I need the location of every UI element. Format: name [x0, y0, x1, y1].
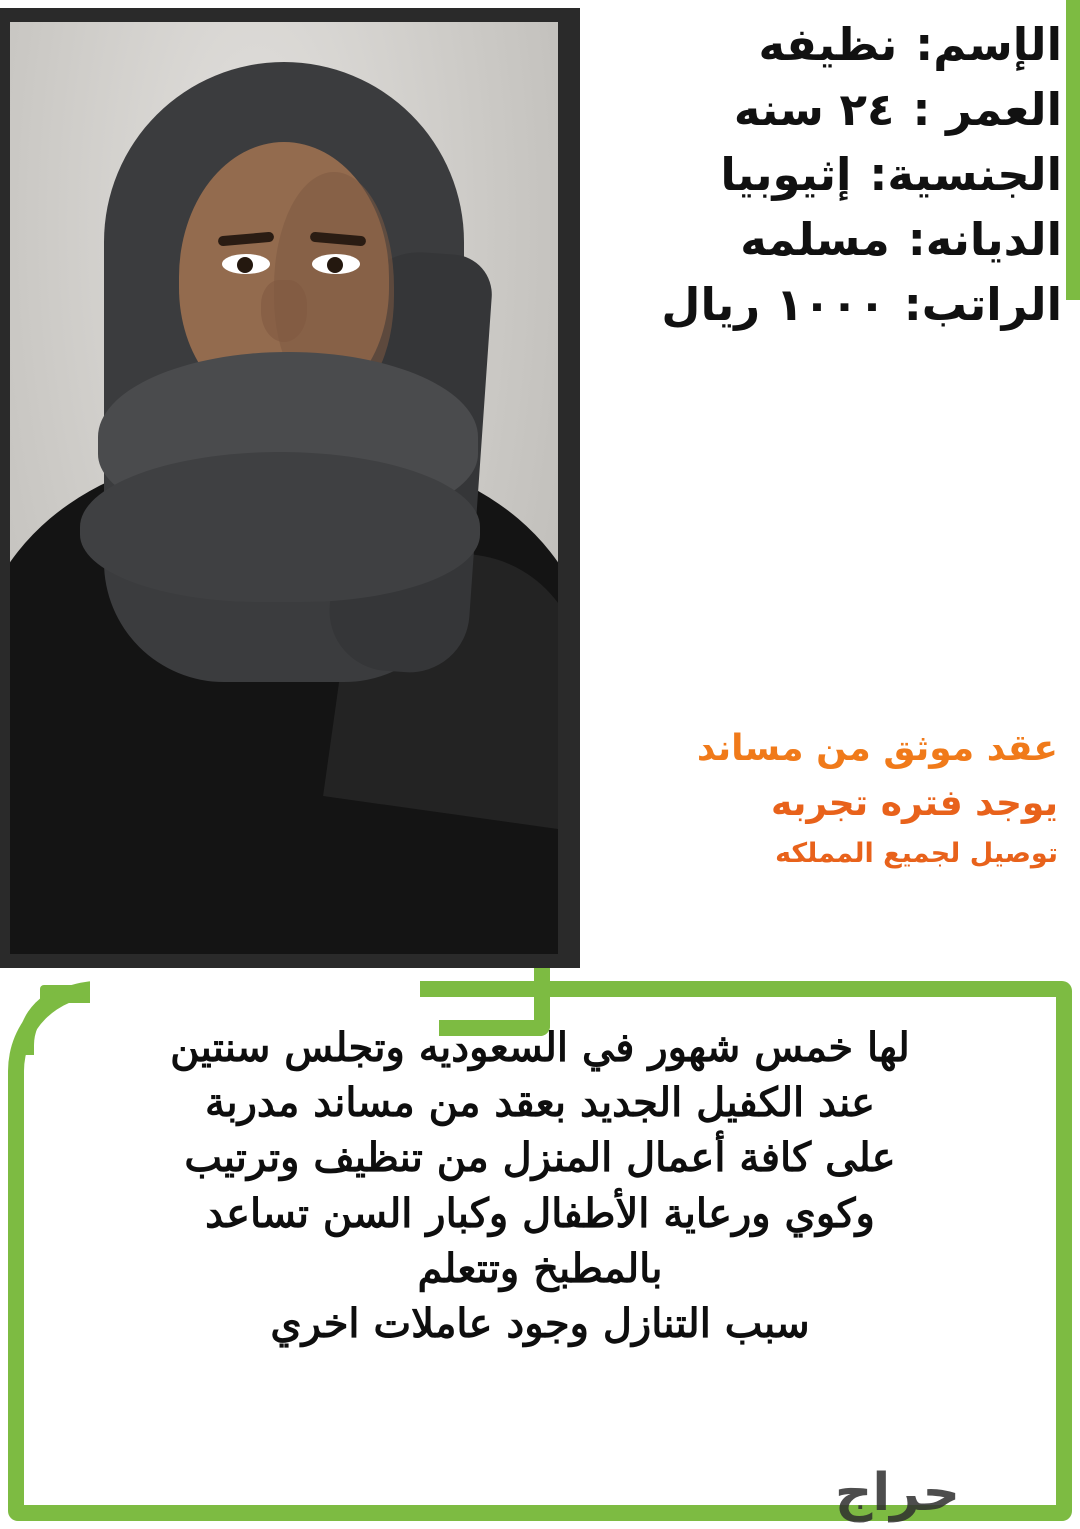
- info-value-religion: مسلمه: [740, 213, 890, 266]
- info-label-nationality: الجنسية:: [869, 148, 1062, 201]
- description-line-4: وكوي ورعاية الأطفال وكبار السن تساعد: [205, 1189, 875, 1237]
- frame-mask: [90, 969, 420, 1009]
- photo-eye-right: [312, 254, 360, 274]
- info-row-name: [592, 18, 1062, 71]
- info-label-age: العمر :: [912, 83, 1062, 136]
- green-accent-bar-top-right: [1066, 0, 1080, 300]
- description-line-6: سبب التنازل وجود عاملات اخري: [270, 1299, 810, 1347]
- promo-line-contract: عقد موثق من مساند: [696, 728, 1058, 769]
- info-row-religion: [592, 213, 1062, 266]
- info-row-nationality: [592, 148, 1062, 201]
- info-row-age: [592, 83, 1062, 136]
- description-line-5: بالمطبخ وتتعلم: [417, 1244, 663, 1292]
- worker-photo-frame: [0, 8, 580, 968]
- description-block: [18, 1022, 1062, 1353]
- description-line-1: لها خمس شهور في السعوديه وتجلس سنتين: [170, 1024, 910, 1071]
- info-row-salary: [592, 278, 1062, 331]
- description-line-2: عند الكفيل الجديد بعقد من مساند مدربة: [205, 1079, 875, 1127]
- info-value-nationality: إثيوبيا: [720, 148, 852, 201]
- worker-info-list: [592, 18, 1062, 343]
- info-value-age: ٢٤ سنه: [733, 83, 895, 136]
- info-value-name: نظيفه: [758, 18, 898, 71]
- promo-line-trial-period: يوجد فتره تجربه: [770, 783, 1058, 824]
- info-label-name: الإسم:: [915, 18, 1062, 71]
- photo-eye-left: [222, 254, 270, 274]
- info-label-religion: الديانه:: [907, 213, 1062, 266]
- photo-hijab-fold-lower: [80, 452, 480, 602]
- worker-photo: [10, 22, 558, 954]
- info-label-salary: الراتب:: [903, 278, 1062, 331]
- watermark-text: حراج: [834, 1463, 960, 1523]
- photo-nose: [261, 280, 307, 342]
- description-line-3: على كافة أعمال المنزل من تنظيف وترتيب: [184, 1134, 896, 1182]
- promo-line-delivery: توصيل لجميع المملكه: [775, 838, 1058, 869]
- promo-block: [588, 728, 1058, 883]
- info-value-salary: ١٠٠٠ ريال: [661, 278, 886, 331]
